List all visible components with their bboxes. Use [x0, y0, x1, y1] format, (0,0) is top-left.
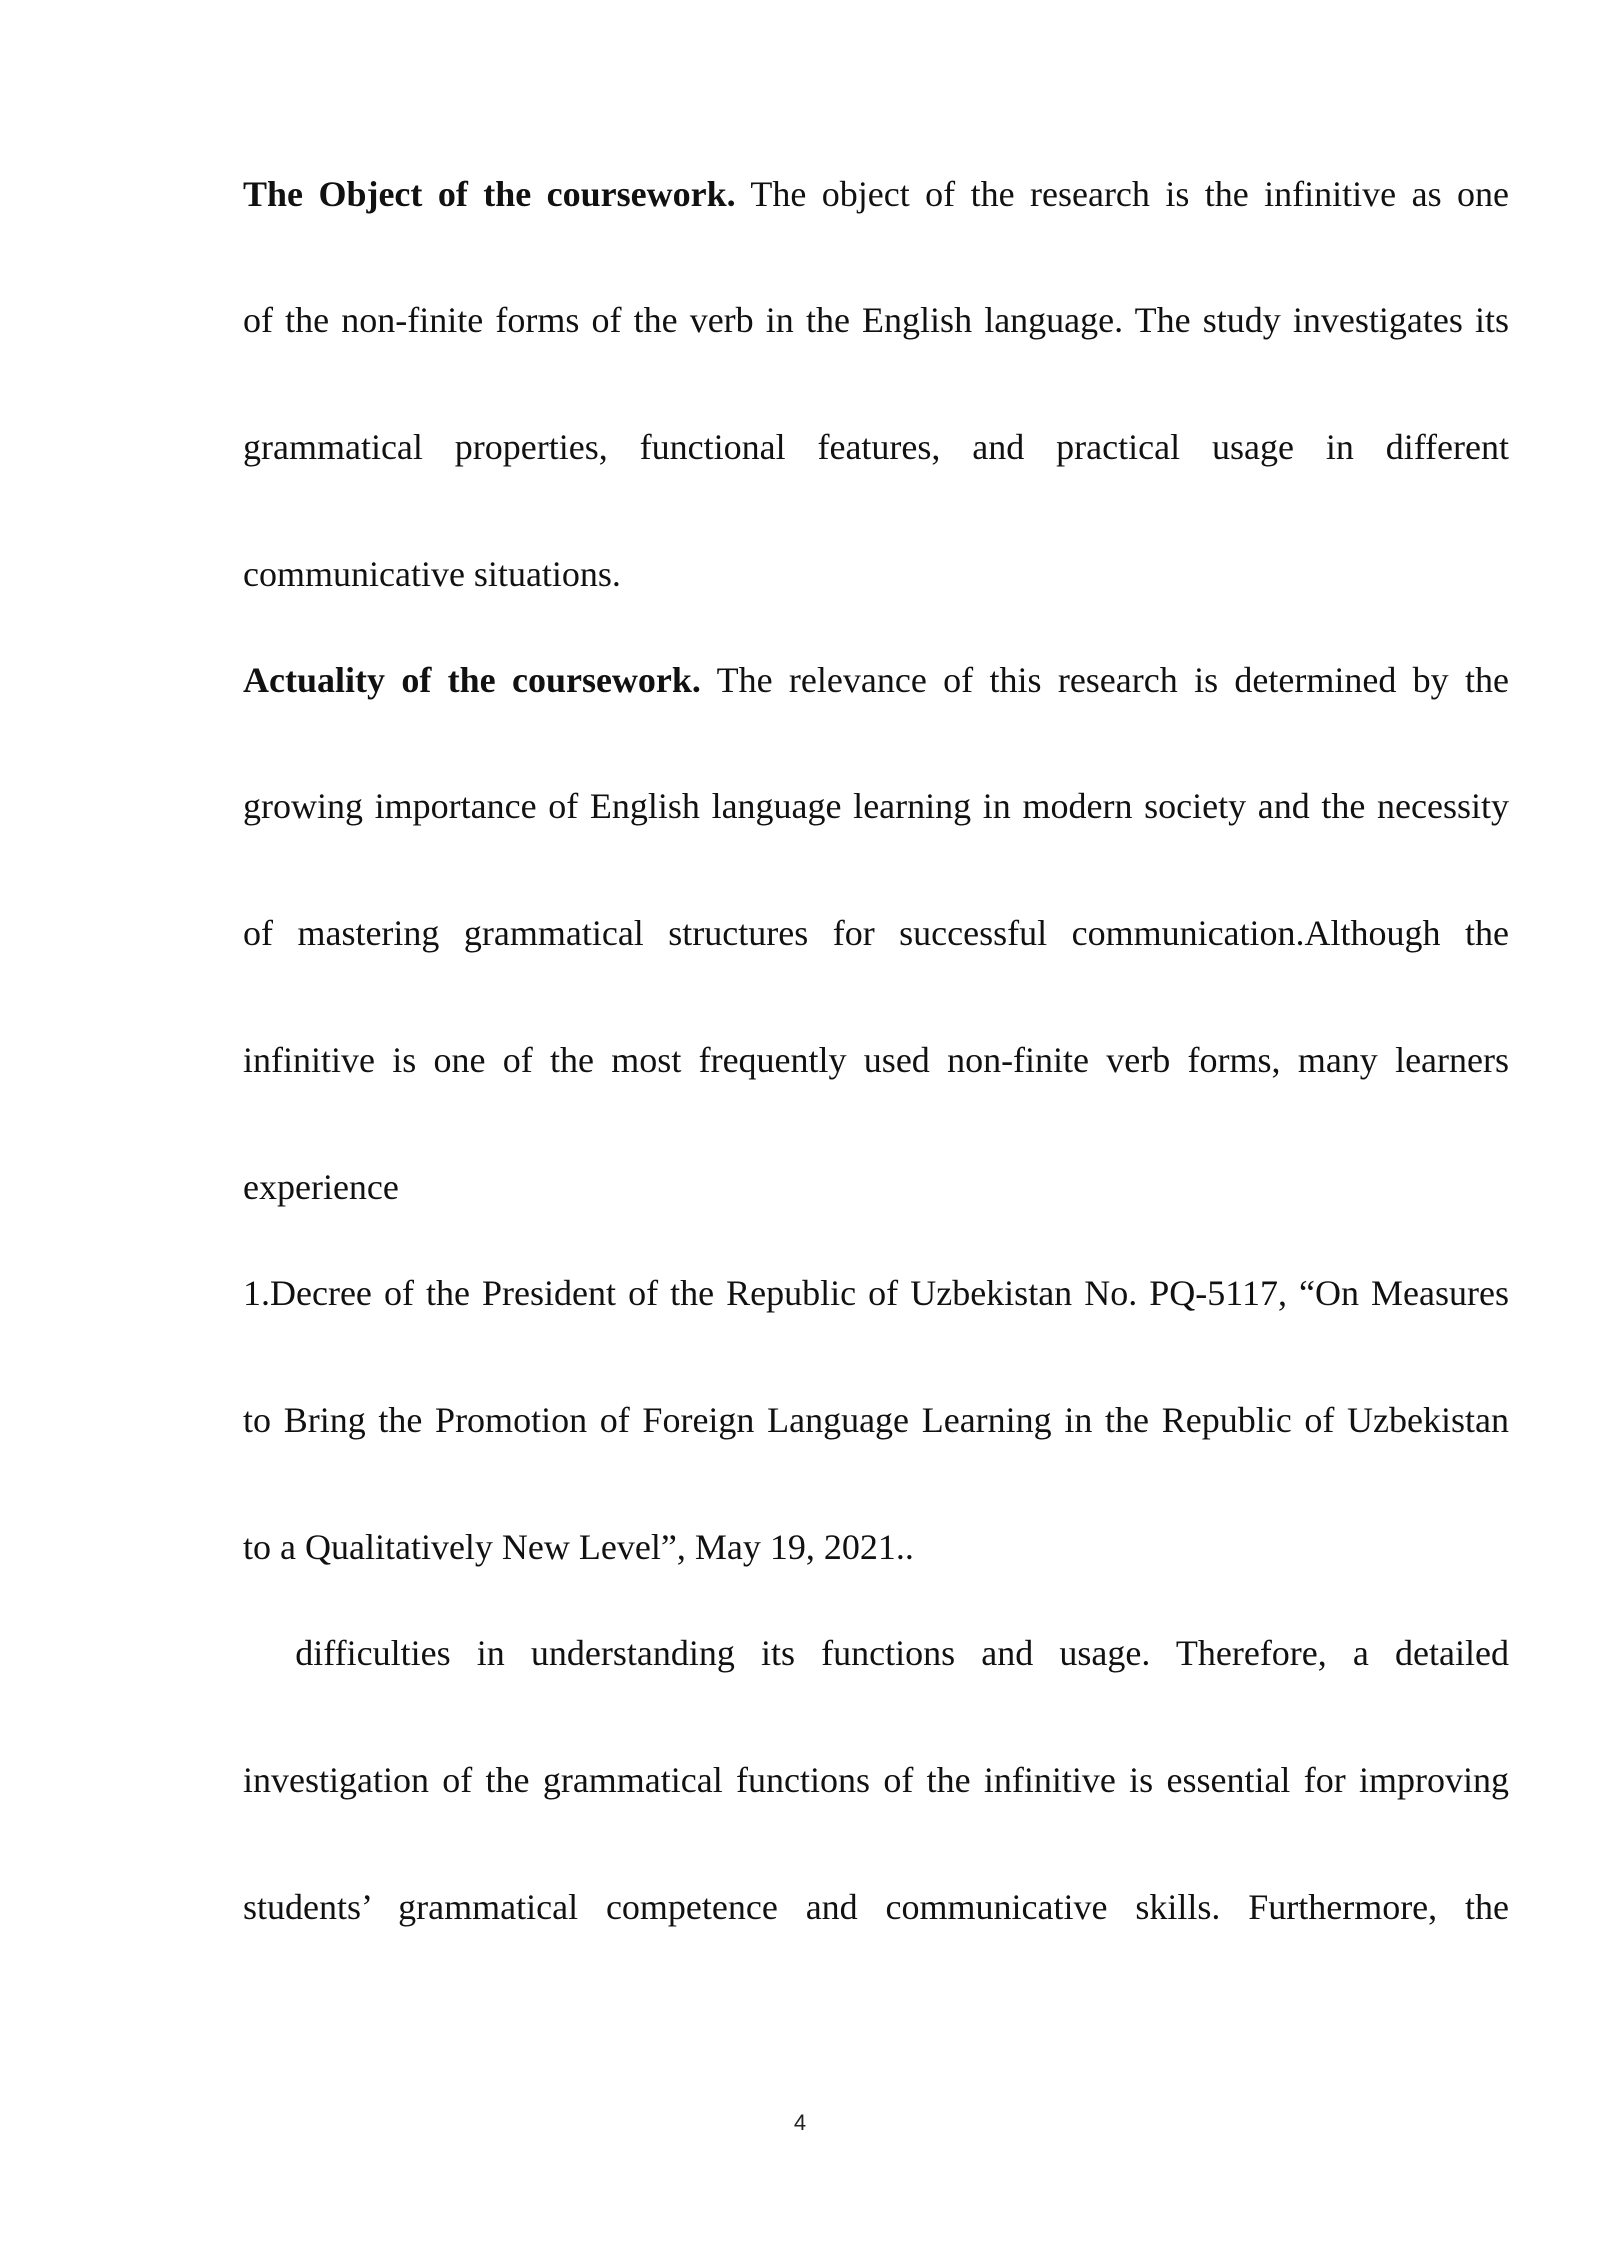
actuality-line-5: experience — [243, 1167, 399, 1207]
footnote-line-1: 1.Decree of the President of the Republic of Uzbekistan No. PQ-5117, “On Measures — [243, 1273, 1509, 1313]
continuation-line-2: investigation of the grammatical functions of the infinitive is essential for improving — [243, 1760, 1509, 1800]
object-line-1 — [243, 172, 1509, 216]
continuation-line-1: difficulties in understanding its functions and usage. Therefore, a detailed — [243, 1633, 1509, 1673]
object-line-4: communicative situations. — [243, 554, 621, 594]
object-line-1-text: The object of the research is the infinitive as one — [735, 174, 1509, 214]
actuality-line-2: growing importance of English language learning in modern society and the necessity — [243, 786, 1509, 826]
footnote-line-2: to Bring the Promotion of Foreign Language Learning in the Republic of Uzbekistan — [243, 1400, 1509, 1440]
actuality-heading: Actuality of the coursework. — [243, 660, 701, 700]
continuation-line-3: students’ grammatical competence and communicative skills. Furthermore, the — [243, 1887, 1509, 1927]
footnote-line-3: to a Qualitatively New Level”, May 19, 2021.. — [243, 1527, 914, 1567]
actuality-line-4: infinitive is one of the most frequently used non-finite verb forms, many learners — [243, 1040, 1509, 1080]
actuality-line-1 — [243, 658, 1509, 702]
actuality-line-1-text: The relevance of this research is determined by the — [700, 660, 1509, 700]
actuality-line-3: of mastering grammatical structures for successful communication.Although the — [243, 913, 1509, 953]
object-line-3: grammatical properties, functional features, and practical usage in different — [243, 427, 1509, 467]
object-heading: The Object of the coursework. — [243, 174, 736, 214]
page-number: 4 — [793, 2110, 807, 2135]
object-line-2: of the non-finite forms of the verb in the English language. The study investigates its — [243, 300, 1509, 340]
